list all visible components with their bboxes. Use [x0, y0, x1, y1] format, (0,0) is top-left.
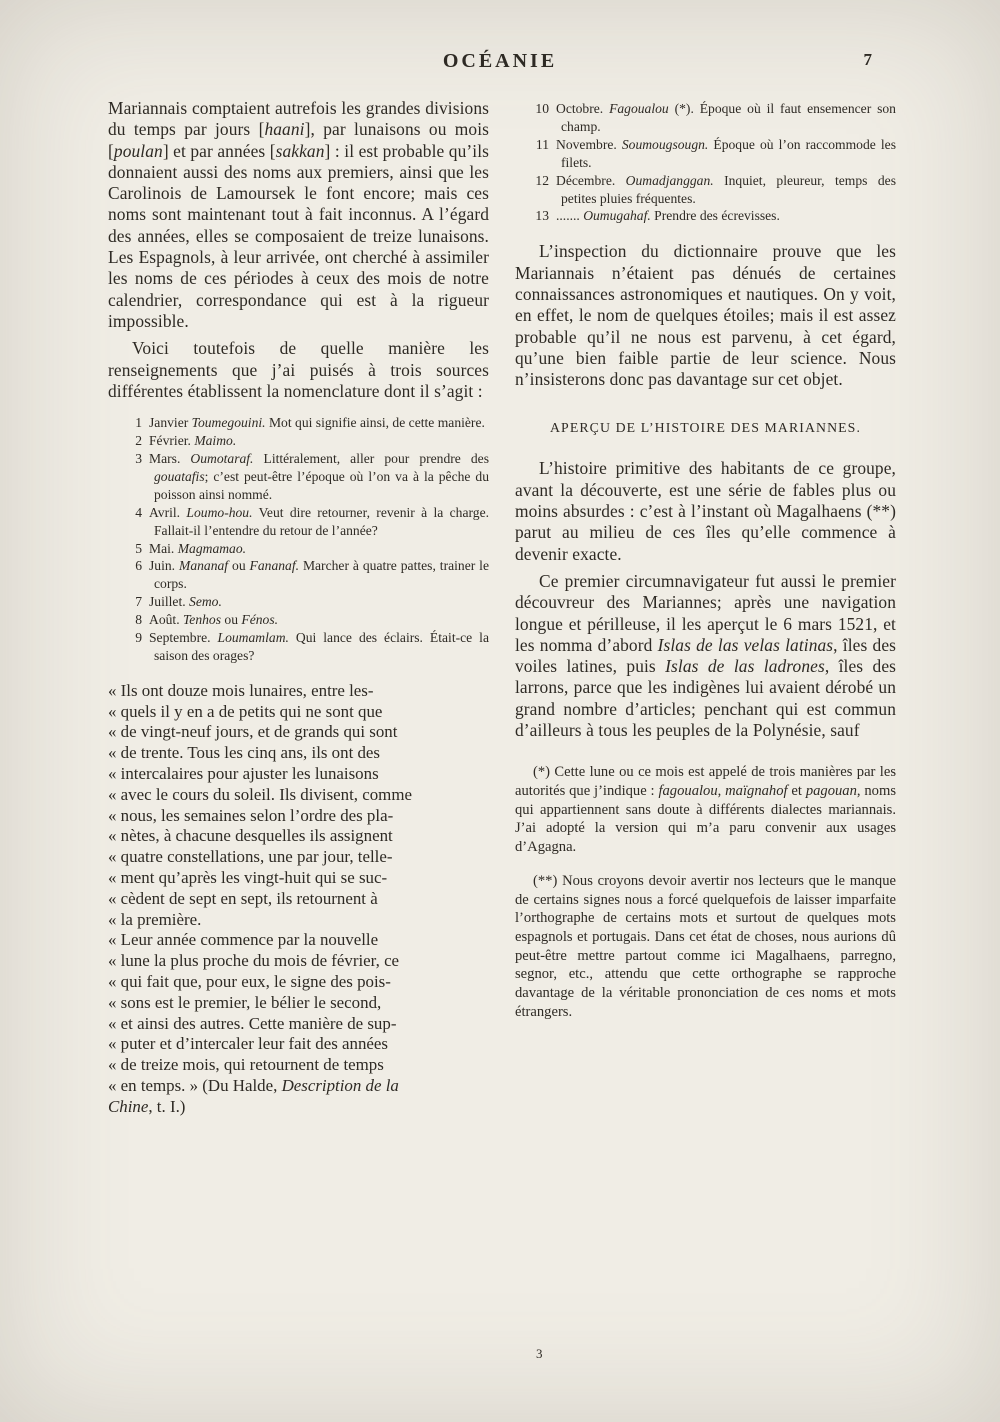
quote-line: « cèdent de sept en sept, ils retournent à — [108, 888, 378, 908]
quote-line: « intercalaires pour ajuster les lunaisons — [108, 764, 379, 784]
paragraph-intro: Mariannais comptaient autrefois les grandes divisions du temps par jours [haani], par lunaisons ou mois [poulan] et par années [sakkan] : il est probable qu’ils donnaient aussi des noms aux premiers, ainsi que les Carolinois de Lamoursek le font encore; mais ces noms sont maintenant tout à fait inconnus. A l’égard des années, elles se composaient de treize lunaisons. Les Espagnols, à leur arrivée, ont cherché à assimiler les noms de ces périodes à ceux des mois de notre calendrier, correspondance qui est à la rigueur impossible. — [108, 98, 489, 331]
month-text: Mai. Magmamao. — [149, 540, 247, 556]
quote-line: « et ainsi des autres. Cette manière de sup- — [108, 1013, 397, 1033]
quote-line: « Leur année commence par la nouvelle — [108, 930, 379, 950]
month-entry — [521, 207, 896, 225]
month-entry — [114, 557, 489, 593]
month-number: 10 — [535, 101, 549, 116]
signature-mark: 3 — [536, 1346, 543, 1361]
quote-line: Chine, t. I.) — [108, 1096, 186, 1116]
text-columns — [108, 98, 896, 1118]
paragraph-histoire: L’histoire primitive des habitants de ce groupe, avant la découverte, est une série de fables plus ou moins absurdes : c’est à l’instant où Magalhaens (**) parut au milieu de ces îles qu’elle commence à devenir exacte. — [515, 458, 896, 564]
quote-line: « nètes, à chacune desquelles ils assignent — [108, 826, 393, 846]
quote-line: « de vingt-neuf jours, et de grands qui sont — [108, 722, 398, 742]
month-entry — [114, 540, 489, 558]
footnote-single-asterisk: (*) Cette lune ou ce mois est appelé de trois manières par les autorités que j’indique : fagoualou, maïgnahof et pagouan, noms qui appartiennent sans doute à différents dialectes mariannais. J’ai adopté la version qui m’a paru convenir aux usages d’Agagna. — [515, 764, 897, 856]
quote-line: « lune la plus proche du mois de février, ce — [108, 951, 400, 971]
month-text: Juillet. Semo. — [149, 594, 222, 610]
month-text: Novembre. Soumougsougn. Époque où l’on raccommode les filets. — [556, 136, 896, 170]
running-title: OCÉANIE — [442, 50, 558, 72]
month-text: Mars. Oumotaraf. Littéralement, aller pour prendre des gouatafis; c’est peut-être l’époque où l’on va à la pêche du poisson ainsi nommé. — [149, 450, 489, 502]
quote-line: « quatre constellations, une par jour, telle- — [108, 847, 393, 867]
month-number: 6 — [135, 558, 142, 574]
paragraph-premier-circumnavigateur: Ce premier circumnavigateur fut aussi le premier découvreur des Mariannes; après une navigation longue et périlleuse, il les aperçut le 6 mars 1521, et les nomma d’abord Islas de las velas latinas, îles des voiles latines, puis Islas de las ladrones, îles des larrons, parce que les indigènes lui avaient dérobé un grand nombre d’articles; penchant qui est commun d’ailleurs à tous les peuples de la Polynésie, sauf — [515, 570, 897, 740]
month-text: ....... Oumugahaf. Prendre des écrevisses. — [556, 208, 780, 224]
left-column — [108, 98, 489, 1118]
quote-line: « avec le cours du soleil. Ils divisent, comme — [108, 784, 412, 804]
month-text: Décembre. Oumadjanggan. Inquiet, pleureur, temps des petites pluies fréquentes. — [556, 172, 896, 206]
month-entry — [521, 172, 896, 208]
month-number: 2 — [135, 433, 142, 449]
month-entry — [114, 611, 489, 629]
right-column — [515, 98, 896, 1118]
paragraph-voici: Voici toutefois de quelle manière les renseignements que j’ai puisés à trois sources différentes établissent la nomenclature dont il s’agit : — [108, 338, 489, 401]
month-text: Août. Tenhos ou Fénos. — [149, 612, 279, 628]
month-number: 7 — [135, 594, 142, 610]
quote-line: « de trente. Tous les cinq ans, ils ont des — [108, 743, 380, 763]
quote-line: « ment qu’après les vingt-huit qui se suc- — [108, 868, 388, 888]
quote-line: « nous, les semaines selon l’ordre des pla- — [108, 805, 394, 825]
paragraph-inspection: L’inspection du dictionnaire prouve que les Mariannais n’étaient pas dénués de certaines connaissances astronomiques et nautiques. On y voit, en effet, le nom de quelques étoiles; mais il est assez probable qu’il ne nous est parvenu, à cet égard, qu’une bien faible partie de leur science. Nous n’insisterons donc pas davantage sur cet objet. — [515, 241, 896, 390]
month-number: 9 — [135, 630, 142, 646]
month-list-january-september — [114, 414, 489, 665]
month-entry — [114, 504, 489, 540]
page-header — [0, 50, 1000, 73]
month-number: 11 — [535, 136, 549, 152]
month-entry — [114, 450, 489, 504]
quote-line: « la première. — [108, 909, 202, 929]
month-entry — [521, 136, 896, 172]
quote-line: « Ils ont douze mois lunaires, entre les- — [108, 680, 374, 700]
section-heading-apercu: APERÇU DE L’HISTOIRE DES MARIANNES. — [549, 420, 861, 436]
month-entry — [114, 629, 489, 665]
month-number: 12 — [535, 172, 549, 188]
month-number: 1 — [135, 415, 142, 431]
month-entry — [114, 414, 489, 432]
month-list-october-december — [521, 100, 896, 225]
month-text: Avril. Loumo-hou. Veut dire retourner, revenir à la charge. Fallait-il l’entendre du retour de l’année? — [149, 504, 489, 538]
month-number: 13 — [535, 208, 549, 224]
quote-line: « de treize mois, qui retournent de temps — [108, 1055, 384, 1075]
month-number: 3 — [135, 450, 142, 466]
quote-line: « puter et d’intercaler leur fait des années — [108, 1034, 388, 1054]
month-entry — [114, 432, 489, 450]
quote-line: « quels il y en a de petits qui ne sont que — [108, 701, 383, 721]
month-entry — [114, 593, 489, 611]
footnote-double-asterisk: (**) Nous croyons devoir avertir nos lecteurs que le manque de certains signes nous a forcé quelquefois de laisser imparfaite l’orthographe de certains mots et surtout de quelques mots espagnols et portugais. Dans cet état de choses, nous aurions dû peut-être mettre partout comme ici Magalhaens, parregno, segnor, etc., attendu que cette orthographe se rapproche davantage de la véritable prononciation de ces noms et mots étrangers. — [515, 872, 896, 1020]
month-entry — [521, 100, 896, 136]
month-number: 8 — [135, 612, 142, 628]
month-text: Janvier Toumegouini. Mot qui signifie ainsi, de cette manière. — [149, 415, 485, 431]
quote-block — [108, 681, 489, 1118]
month-number: 5 — [135, 540, 142, 556]
month-text: Juin. Mananaf ou Fananaf. Marcher à quatre pattes, trainer le corps. — [149, 558, 489, 592]
page-number: 7 — [863, 50, 872, 69]
quote-line: « sons est le premier, le bélier le second, — [108, 992, 382, 1012]
month-text: Octobre. Fagoualou (*). Époque où il faut ensemencer son champ. — [556, 101, 896, 134]
month-text: Février. Maimo. — [149, 433, 237, 449]
quote-line: « en temps. » (Du Halde, Description de la — [108, 1075, 399, 1095]
month-number: 4 — [135, 504, 142, 520]
quote-line: « qui fait que, pour eux, le signe des pois- — [108, 972, 391, 991]
month-text: Septembre. Loumamlam. Qui lance des éclairs. Était-ce la saison des orages? — [149, 630, 489, 663]
